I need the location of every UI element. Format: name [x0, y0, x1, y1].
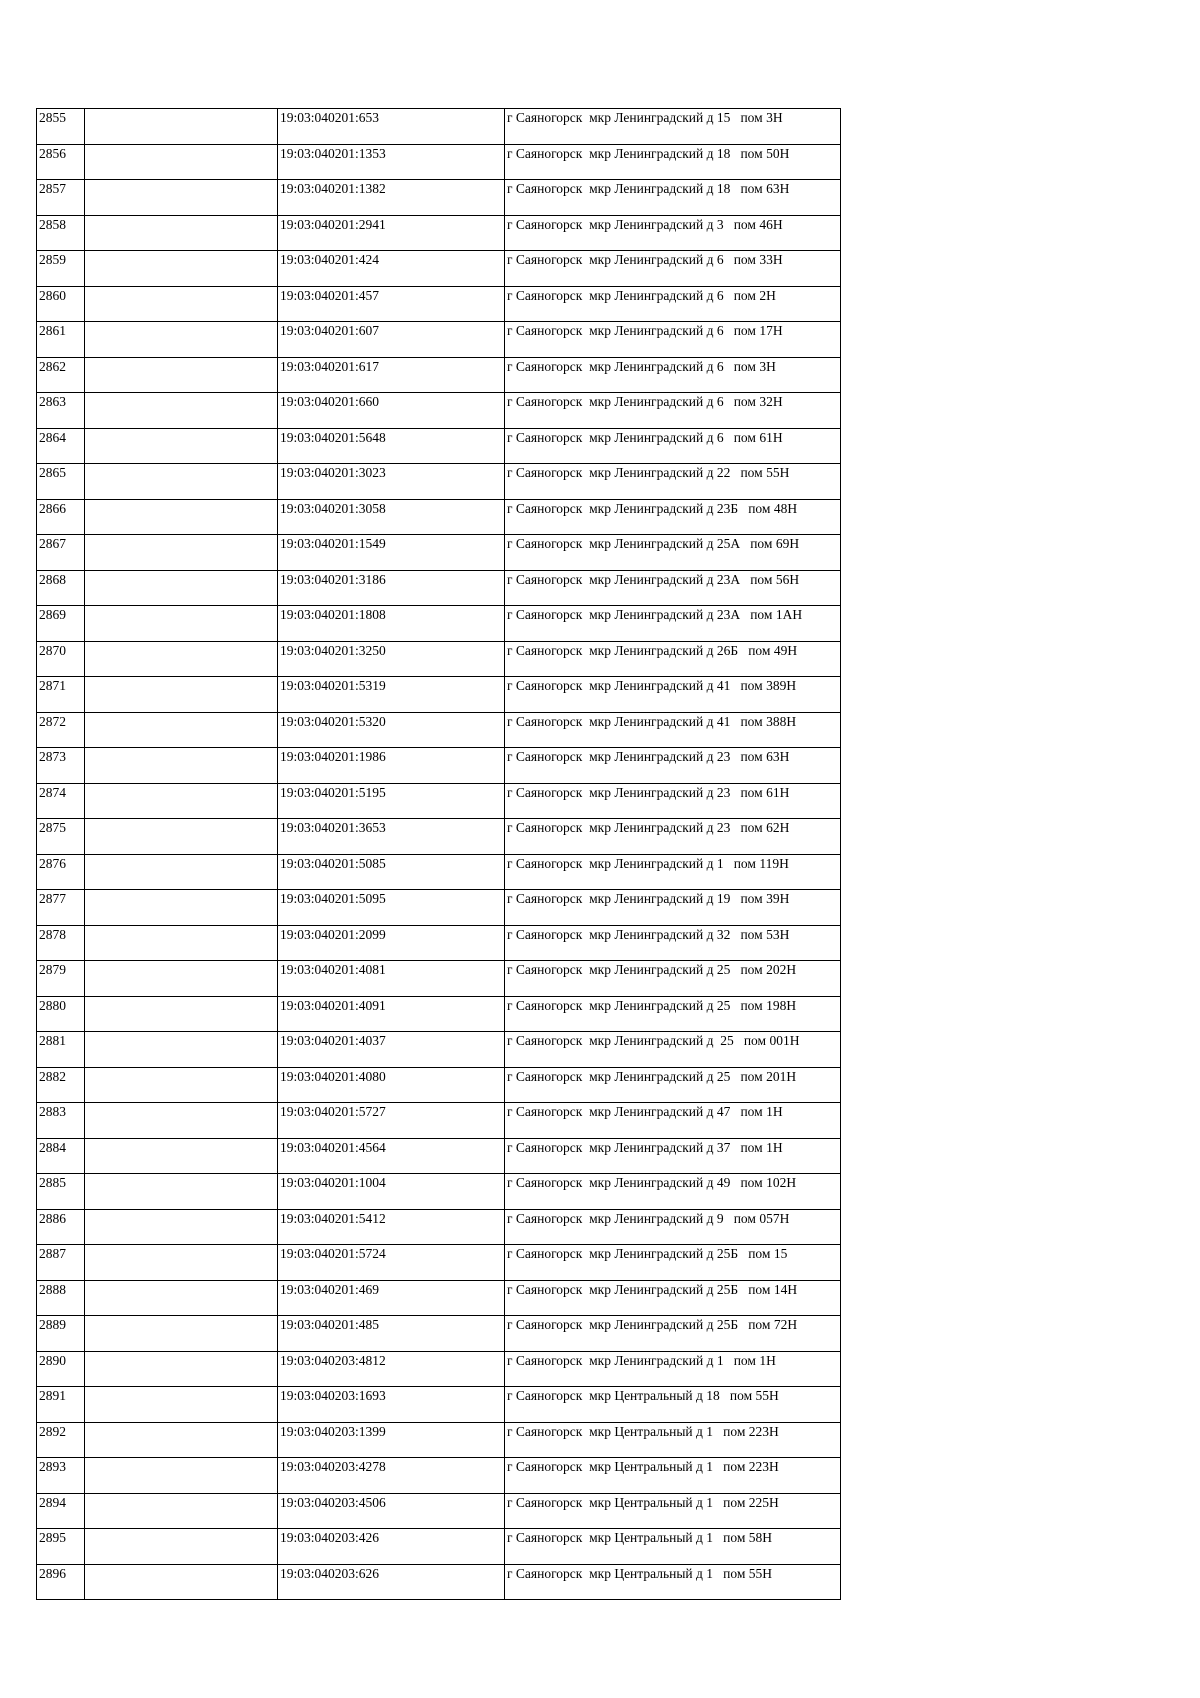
address-cell: г Саяногорск мкр Ленинградский д 9 пом 057Н — [505, 1209, 841, 1245]
empty-cell — [85, 819, 278, 855]
cadastral-number-cell: 19:03:040201:2941 — [278, 215, 505, 251]
empty-cell — [85, 854, 278, 890]
empty-cell — [85, 570, 278, 606]
cadastral-number-cell: 19:03:040201:5085 — [278, 854, 505, 890]
address-cell: г Саяногорск мкр Ленинградский д 25Б пом 72Н — [505, 1316, 841, 1352]
address-cell: г Саяногорск мкр Ленинградский д 1 пом 119Н — [505, 854, 841, 890]
row-number-cell: 2857 — [37, 180, 85, 216]
table-row — [37, 1316, 841, 1352]
address-cell: г Саяногорск мкр Ленинградский д 41 пом 388Н — [505, 712, 841, 748]
table-row — [37, 393, 841, 429]
table-row — [37, 1280, 841, 1316]
address-cell: г Саяногорск мкр Ленинградский д 3 пом 46Н — [505, 215, 841, 251]
row-number-cell: 2895 — [37, 1529, 85, 1565]
cadastral-number-cell: 19:03:040201:457 — [278, 286, 505, 322]
row-number-cell: 2873 — [37, 748, 85, 784]
cadastral-number-cell: 19:03:040203:4812 — [278, 1351, 505, 1387]
empty-cell — [85, 1245, 278, 1281]
empty-cell — [85, 1387, 278, 1423]
address-cell: г Саяногорск мкр Ленинградский д 25Б пом 15 — [505, 1245, 841, 1281]
cadastral-number-cell: 19:03:040201:3023 — [278, 464, 505, 500]
table-row — [37, 1458, 841, 1494]
table-row — [37, 712, 841, 748]
cadastral-number-cell: 19:03:040201:1549 — [278, 535, 505, 571]
address-cell: г Саяногорск мкр Ленинградский д 47 пом 1Н — [505, 1103, 841, 1139]
row-number-cell: 2877 — [37, 890, 85, 926]
empty-cell — [85, 393, 278, 429]
cadastral-number-cell: 19:03:040203:1399 — [278, 1422, 505, 1458]
empty-cell — [85, 1032, 278, 1068]
row-number-cell: 2864 — [37, 428, 85, 464]
table-row — [37, 251, 841, 287]
table-row — [37, 1174, 841, 1210]
table-row — [37, 1529, 841, 1565]
cadastral-number-cell: 19:03:040201:3653 — [278, 819, 505, 855]
cadastral-number-cell: 19:03:040201:4037 — [278, 1032, 505, 1068]
table-row — [37, 464, 841, 500]
address-cell: г Саяногорск мкр Центральный д 1 пом 225Н — [505, 1493, 841, 1529]
empty-cell — [85, 499, 278, 535]
empty-cell — [85, 925, 278, 961]
cadastral-number-cell: 19:03:040201:4081 — [278, 961, 505, 997]
row-number-cell: 2881 — [37, 1032, 85, 1068]
cadastral-number-cell: 19:03:040201:653 — [278, 109, 505, 145]
table-row — [37, 1387, 841, 1423]
table-row — [37, 535, 841, 571]
table-row — [37, 819, 841, 855]
empty-cell — [85, 1067, 278, 1103]
empty-cell — [85, 1138, 278, 1174]
table-row — [37, 1422, 841, 1458]
address-cell: г Саяногорск мкр Ленинградский д 26Б пом 49Н — [505, 641, 841, 677]
address-cell: г Саяногорск мкр Центральный д 1 пом 223Н — [505, 1422, 841, 1458]
cadastral-number-cell: 19:03:040201:1986 — [278, 748, 505, 784]
address-cell: г Саяногорск мкр Ленинградский д 25 пом 001Н — [505, 1032, 841, 1068]
row-number-cell: 2882 — [37, 1067, 85, 1103]
property-registry-table — [36, 108, 841, 1600]
empty-cell — [85, 286, 278, 322]
table-row — [37, 1067, 841, 1103]
empty-cell — [85, 144, 278, 180]
row-number-cell: 2879 — [37, 961, 85, 997]
address-cell: г Саяногорск мкр Ленинградский д 15 пом 3Н — [505, 109, 841, 145]
address-cell: г Саяногорск мкр Ленинградский д 25Б пом 14Н — [505, 1280, 841, 1316]
table-row — [37, 854, 841, 890]
cadastral-number-cell: 19:03:040201:5648 — [278, 428, 505, 464]
table-row — [37, 748, 841, 784]
table-row — [37, 1245, 841, 1281]
address-cell: г Саяногорск мкр Ленинградский д 25 пом 201Н — [505, 1067, 841, 1103]
table-row — [37, 1351, 841, 1387]
table-row — [37, 1138, 841, 1174]
row-number-cell: 2866 — [37, 499, 85, 535]
cadastral-number-cell: 19:03:040201:3186 — [278, 570, 505, 606]
address-cell: г Саяногорск мкр Ленинградский д 49 пом 102Н — [505, 1174, 841, 1210]
table-row — [37, 109, 841, 145]
cadastral-number-cell: 19:03:040201:1382 — [278, 180, 505, 216]
cadastral-number-cell: 19:03:040201:3250 — [278, 641, 505, 677]
empty-cell — [85, 109, 278, 145]
address-cell: г Саяногорск мкр Ленинградский д 6 пом 2Н — [505, 286, 841, 322]
table-row — [37, 1564, 841, 1600]
address-cell: г Саяногорск мкр Ленинградский д 32 пом 53Н — [505, 925, 841, 961]
cadastral-number-cell: 19:03:040201:4564 — [278, 1138, 505, 1174]
address-cell: г Саяногорск мкр Ленинградский д 23 пом 61Н — [505, 783, 841, 819]
cadastral-number-cell: 19:03:040201:5195 — [278, 783, 505, 819]
cadastral-number-cell: 19:03:040201:660 — [278, 393, 505, 429]
row-number-cell: 2859 — [37, 251, 85, 287]
table-row — [37, 322, 841, 358]
address-cell: г Саяногорск мкр Центральный д 1 пом 223Н — [505, 1458, 841, 1494]
cadastral-number-cell: 19:03:040201:4080 — [278, 1067, 505, 1103]
address-cell: г Саяногорск мкр Ленинградский д 1 пом 1Н — [505, 1351, 841, 1387]
row-number-cell: 2893 — [37, 1458, 85, 1494]
row-number-cell: 2861 — [37, 322, 85, 358]
address-cell: г Саяногорск мкр Ленинградский д 6 пом 17Н — [505, 322, 841, 358]
address-cell: г Саяногорск мкр Ленинградский д 25 пом 198Н — [505, 996, 841, 1032]
table-row — [37, 215, 841, 251]
empty-cell — [85, 1174, 278, 1210]
address-cell: г Саяногорск мкр Ленинградский д 25 пом 202Н — [505, 961, 841, 997]
table-row — [37, 1493, 841, 1529]
table-row — [37, 677, 841, 713]
row-number-cell: 2868 — [37, 570, 85, 606]
row-number-cell: 2876 — [37, 854, 85, 890]
row-number-cell: 2883 — [37, 1103, 85, 1139]
address-cell: г Саяногорск мкр Ленинградский д 6 пом 3Н — [505, 357, 841, 393]
row-number-cell: 2874 — [37, 783, 85, 819]
address-cell: г Саяногорск мкр Ленинградский д 18 пом 50Н — [505, 144, 841, 180]
row-number-cell: 2888 — [37, 1280, 85, 1316]
empty-cell — [85, 1103, 278, 1139]
table-row — [37, 783, 841, 819]
address-cell: г Саяногорск мкр Ленинградский д 25А пом 69Н — [505, 535, 841, 571]
empty-cell — [85, 961, 278, 997]
empty-cell — [85, 322, 278, 358]
cadastral-number-cell: 19:03:040201:5412 — [278, 1209, 505, 1245]
cadastral-number-cell: 19:03:040201:2099 — [278, 925, 505, 961]
row-number-cell: 2886 — [37, 1209, 85, 1245]
row-number-cell: 2894 — [37, 1493, 85, 1529]
table-row — [37, 499, 841, 535]
address-cell: г Саяногорск мкр Ленинградский д 41 пом 389Н — [505, 677, 841, 713]
address-cell: г Саяногорск мкр Ленинградский д 37 пом 1Н — [505, 1138, 841, 1174]
table-row — [37, 996, 841, 1032]
cadastral-number-cell: 19:03:040201:607 — [278, 322, 505, 358]
address-cell: г Саяногорск мкр Ленинградский д 23 пом 62Н — [505, 819, 841, 855]
table-row — [37, 428, 841, 464]
row-number-cell: 2863 — [37, 393, 85, 429]
address-cell: г Саяногорск мкр Ленинградский д 23А пом 56Н — [505, 570, 841, 606]
table-row — [37, 925, 841, 961]
empty-cell — [85, 1209, 278, 1245]
row-number-cell: 2890 — [37, 1351, 85, 1387]
empty-cell — [85, 428, 278, 464]
cadastral-number-cell: 19:03:040201:5319 — [278, 677, 505, 713]
table-row — [37, 961, 841, 997]
cadastral-number-cell: 19:03:040201:485 — [278, 1316, 505, 1352]
empty-cell — [85, 641, 278, 677]
empty-cell — [85, 1458, 278, 1494]
row-number-cell: 2892 — [37, 1422, 85, 1458]
cadastral-number-cell: 19:03:040201:5095 — [278, 890, 505, 926]
cadastral-number-cell: 19:03:040201:3058 — [278, 499, 505, 535]
row-number-cell: 2896 — [37, 1564, 85, 1600]
empty-cell — [85, 535, 278, 571]
row-number-cell: 2880 — [37, 996, 85, 1032]
row-number-cell: 2872 — [37, 712, 85, 748]
address-cell: г Саяногорск мкр Ленинградский д 6 пом 32Н — [505, 393, 841, 429]
table-row — [37, 890, 841, 926]
cadastral-number-cell: 19:03:040201:5320 — [278, 712, 505, 748]
cadastral-number-cell: 19:03:040201:469 — [278, 1280, 505, 1316]
address-cell: г Саяногорск мкр Ленинградский д 19 пом 39Н — [505, 890, 841, 926]
row-number-cell: 2869 — [37, 606, 85, 642]
empty-cell — [85, 1316, 278, 1352]
empty-cell — [85, 251, 278, 287]
address-cell: г Саяногорск мкр Ленинградский д 23А пом 1АН — [505, 606, 841, 642]
empty-cell — [85, 357, 278, 393]
address-cell: г Саяногорск мкр Центральный д 1 пом 55Н — [505, 1564, 841, 1600]
empty-cell — [85, 1351, 278, 1387]
table-row — [37, 606, 841, 642]
address-cell: г Саяногорск мкр Центральный д 1 пом 58Н — [505, 1529, 841, 1565]
table-row — [37, 1103, 841, 1139]
row-number-cell: 2887 — [37, 1245, 85, 1281]
cadastral-number-cell: 19:03:040203:4278 — [278, 1458, 505, 1494]
address-cell: г Саяногорск мкр Ленинградский д 6 пом 61Н — [505, 428, 841, 464]
row-number-cell: 2884 — [37, 1138, 85, 1174]
empty-cell — [85, 464, 278, 500]
cadastral-number-cell: 19:03:040201:1353 — [278, 144, 505, 180]
empty-cell — [85, 215, 278, 251]
empty-cell — [85, 606, 278, 642]
row-number-cell: 2855 — [37, 109, 85, 145]
row-number-cell: 2860 — [37, 286, 85, 322]
table-row — [37, 1209, 841, 1245]
empty-cell — [85, 1280, 278, 1316]
cadastral-number-cell: 19:03:040201:1004 — [278, 1174, 505, 1210]
row-number-cell: 2856 — [37, 144, 85, 180]
empty-cell — [85, 1493, 278, 1529]
cadastral-number-cell: 19:03:040203:426 — [278, 1529, 505, 1565]
table-row — [37, 1032, 841, 1068]
row-number-cell: 2867 — [37, 535, 85, 571]
cadastral-number-cell: 19:03:040201:5724 — [278, 1245, 505, 1281]
cadastral-number-cell: 19:03:040203:4506 — [278, 1493, 505, 1529]
empty-cell — [85, 748, 278, 784]
empty-cell — [85, 996, 278, 1032]
address-cell: г Саяногорск мкр Ленинградский д 22 пом 55Н — [505, 464, 841, 500]
cadastral-number-cell: 19:03:040201:5727 — [278, 1103, 505, 1139]
row-number-cell: 2871 — [37, 677, 85, 713]
row-number-cell: 2862 — [37, 357, 85, 393]
row-number-cell: 2891 — [37, 1387, 85, 1423]
empty-cell — [85, 1422, 278, 1458]
address-cell: г Саяногорск мкр Ленинградский д 23Б пом 48Н — [505, 499, 841, 535]
address-cell: г Саяногорск мкр Ленинградский д 18 пом 63Н — [505, 180, 841, 216]
cadastral-number-cell: 19:03:040201:4091 — [278, 996, 505, 1032]
row-number-cell: 2885 — [37, 1174, 85, 1210]
row-number-cell: 2889 — [37, 1316, 85, 1352]
row-number-cell: 2878 — [37, 925, 85, 961]
empty-cell — [85, 1564, 278, 1600]
empty-cell — [85, 783, 278, 819]
table-row — [37, 286, 841, 322]
cadastral-number-cell: 19:03:040203:1693 — [278, 1387, 505, 1423]
address-cell: г Саяногорск мкр Ленинградский д 23 пом 63Н — [505, 748, 841, 784]
empty-cell — [85, 890, 278, 926]
empty-cell — [85, 180, 278, 216]
empty-cell — [85, 677, 278, 713]
row-number-cell: 2875 — [37, 819, 85, 855]
cadastral-number-cell: 19:03:040201:1808 — [278, 606, 505, 642]
table-row — [37, 180, 841, 216]
registry-table-body — [37, 109, 841, 1600]
table-row — [37, 641, 841, 677]
empty-cell — [85, 1529, 278, 1565]
row-number-cell: 2870 — [37, 641, 85, 677]
table-row — [37, 357, 841, 393]
row-number-cell: 2858 — [37, 215, 85, 251]
cadastral-number-cell: 19:03:040201:424 — [278, 251, 505, 287]
row-number-cell: 2865 — [37, 464, 85, 500]
address-cell: г Саяногорск мкр Центральный д 18 пом 55Н — [505, 1387, 841, 1423]
cadastral-number-cell: 19:03:040201:617 — [278, 357, 505, 393]
table-row — [37, 144, 841, 180]
table-row — [37, 570, 841, 606]
empty-cell — [85, 712, 278, 748]
cadastral-number-cell: 19:03:040203:626 — [278, 1564, 505, 1600]
address-cell: г Саяногорск мкр Ленинградский д 6 пом 33Н — [505, 251, 841, 287]
